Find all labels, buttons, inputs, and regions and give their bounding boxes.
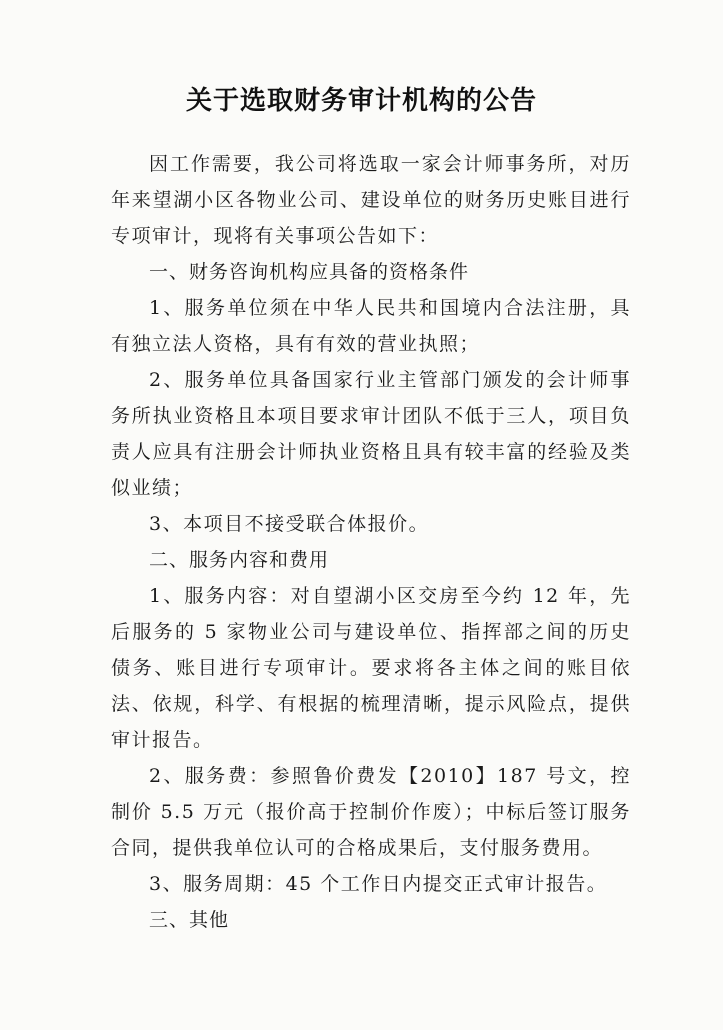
- intro-paragraph: 因工作需要，我公司将选取一家会计师事务所，对历年来望湖小区各物业公司、建设单位的财务历史账目进行专项审计，现将有关事项公告如下：: [111, 153, 631, 247]
- document-title: 关于选取财务审计机构的公告: [185, 86, 537, 116]
- qualification-item-1: 1、服务单位须在中华人民共和国境内合法注册，具有独立法人资格，具有有效的营业执照；: [111, 297, 631, 355]
- section-heading-other: 三、其他: [149, 909, 230, 931]
- document-body: [111, 146, 631, 938]
- qualification-item-2: 2、服务单位具备国家行业主管部门颁发的会计师事务所执业资格且本项目要求审计团队不低于三人，项目负责人应具有注册会计师执业资格且具有较丰富的经验及类似业绩；: [111, 369, 631, 499]
- service-item-1: 1、服务内容：对自望湖小区交房至今约 12 年，先后服务的 5 家物业公司与建设单位、指挥部之间的历史债务、账目进行专项审计。要求将各主体之间的账目依法、依规，科学、有根据的梳理清晰，提示风险点，提供审计报告。: [111, 585, 631, 751]
- service-item-2: 2、服务费：参照鲁价费发【2010】187 号文，控制价 5.5 万元（报价高于控制价作废）；中标后签订服务合同，提供我单位认可的合格成果后，支付服务费用。: [111, 765, 631, 859]
- section-heading-qualifications: 一、财务咨询机构应具备的资格条件: [149, 261, 470, 283]
- qualification-item-3: 3、本项目不接受联合体报价。: [149, 513, 430, 535]
- service-item-3: 3、服务周期：45 个工作日内提交正式审计报告。: [149, 873, 608, 895]
- section-heading-services: 二、服务内容和费用: [149, 549, 330, 571]
